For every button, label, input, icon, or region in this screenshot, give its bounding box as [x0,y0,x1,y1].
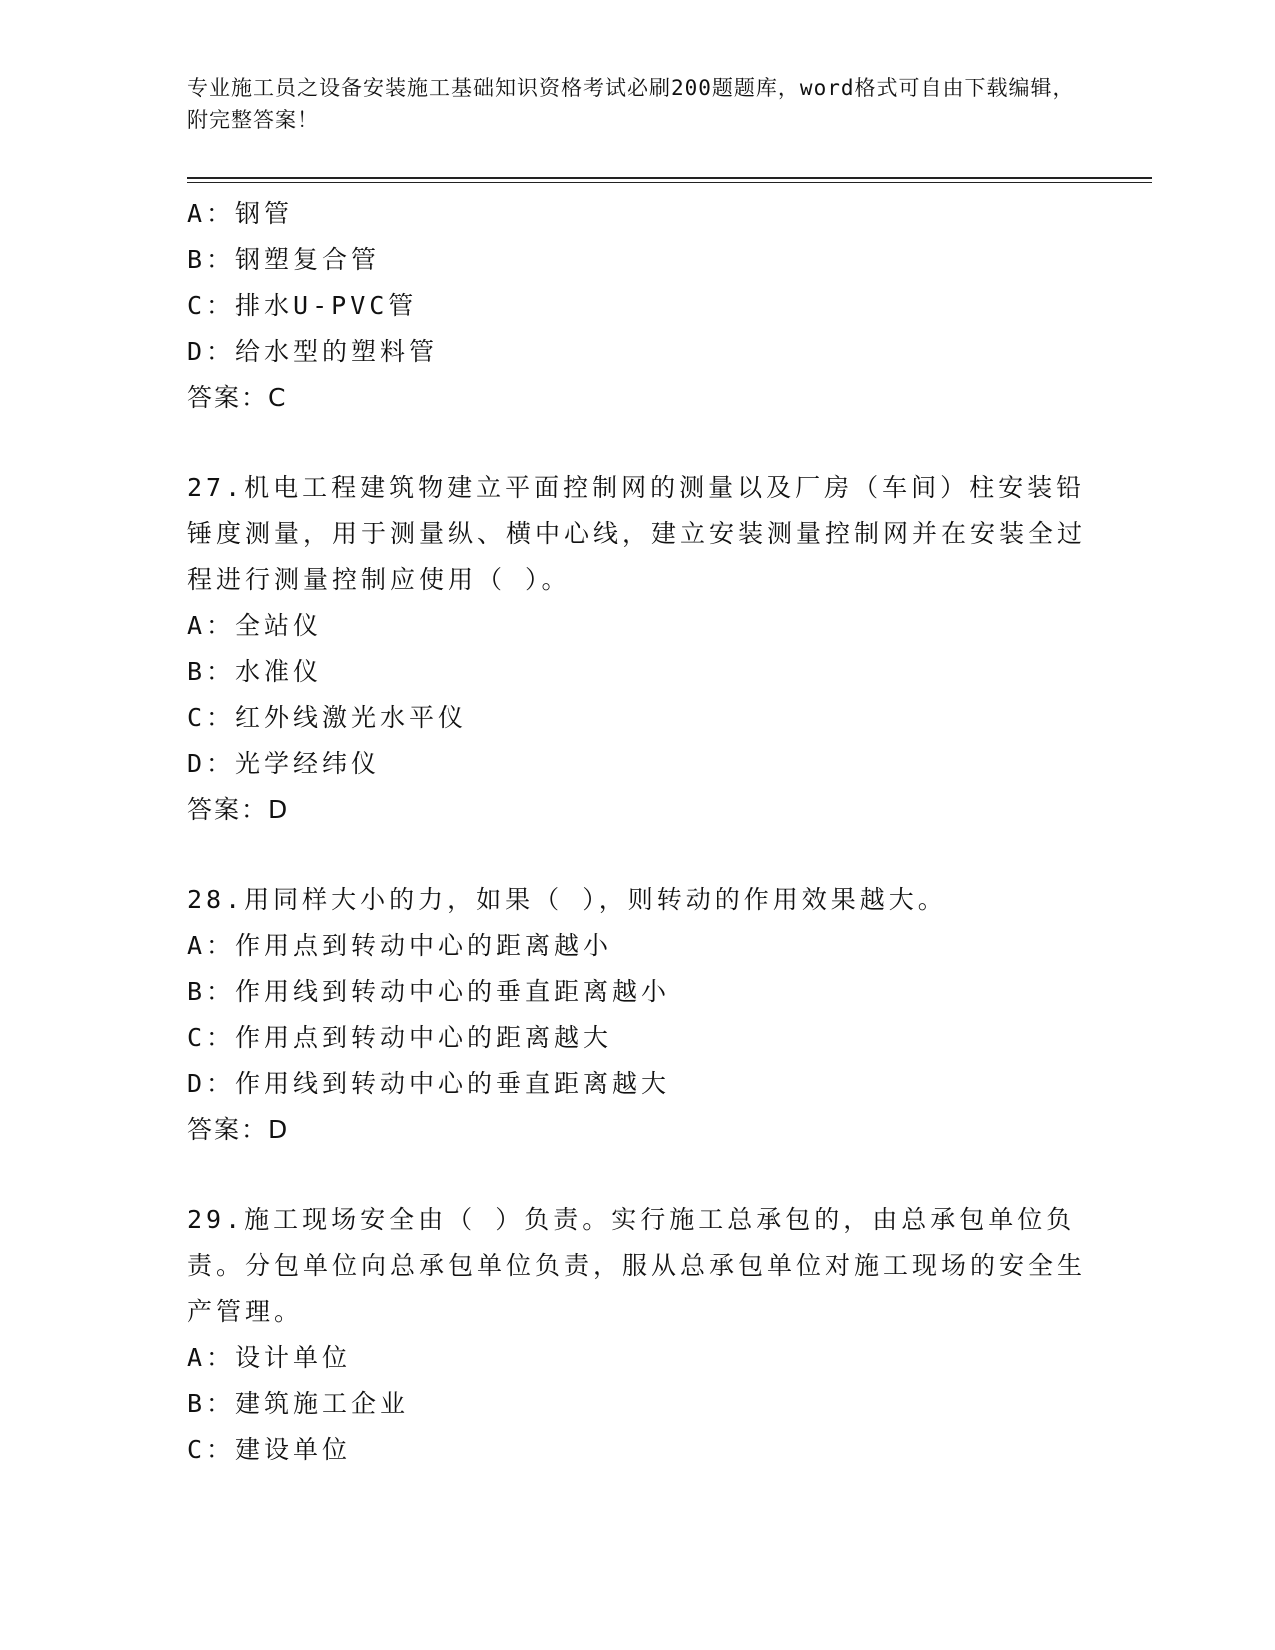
answer: 答案：D [187,795,290,824]
document-header: 专业施工员之设备安装施工基础知识资格考试必刷200题题库，word格式可自由下载编辑，附完整答案！ [187,76,1075,132]
option-c: C：排水U-PVC管 [187,291,418,320]
option-c: C：作用点到转动中心的距离越大 [187,1023,613,1052]
spacer [187,833,1087,877]
option-d: D：光学经纬仪 [187,749,381,778]
answer: 答案：D [187,1115,290,1144]
spacer [187,421,1087,465]
header-rule-thick [187,177,1152,179]
question-29-block [187,1197,1087,1473]
option-c: C：红外线激光水平仪 [187,703,468,732]
option-a: A：钢管 [187,199,294,228]
question-content [187,191,1087,1473]
answer: 答案：C [187,383,288,412]
option-b: B：建筑施工企业 [187,1389,410,1418]
header-rule-thin [187,182,1152,183]
option-c: C：建设单位 [187,1435,352,1464]
spacer [187,1153,1087,1197]
question-stem: 27.机电工程建筑物建立平面控制网的测量以及厂房（车间）柱安装铅锤度测量，用于测量纵、横中心线，建立安装测量控制网并在安装全过程进行测量控制应使用（ ）。 [187,473,1087,594]
option-b: B：水准仪 [187,657,323,686]
question-27-block [187,465,1087,833]
question-26-block [187,191,1087,421]
option-d: D：作用线到转动中心的垂直距离越大 [187,1069,671,1098]
option-d: D：给水型的塑料管 [187,337,439,366]
option-a: A：设计单位 [187,1343,352,1372]
option-b: B：作用线到转动中心的垂直距离越小 [187,977,671,1006]
option-a: A：全站仪 [187,611,323,640]
option-b: B：钢塑复合管 [187,245,381,274]
question-28-block [187,877,1087,1153]
option-a: A：作用点到转动中心的距离越小 [187,931,613,960]
question-stem: 28.用同样大小的力，如果（ ），则转动的作用效果越大。 [187,885,947,914]
question-stem: 29.施工现场安全由（ ）负责。实行施工总承包的，由总承包单位负责。分包单位向总承包单位负责，服从总承包单位对施工现场的安全生产管理。 [187,1205,1087,1326]
